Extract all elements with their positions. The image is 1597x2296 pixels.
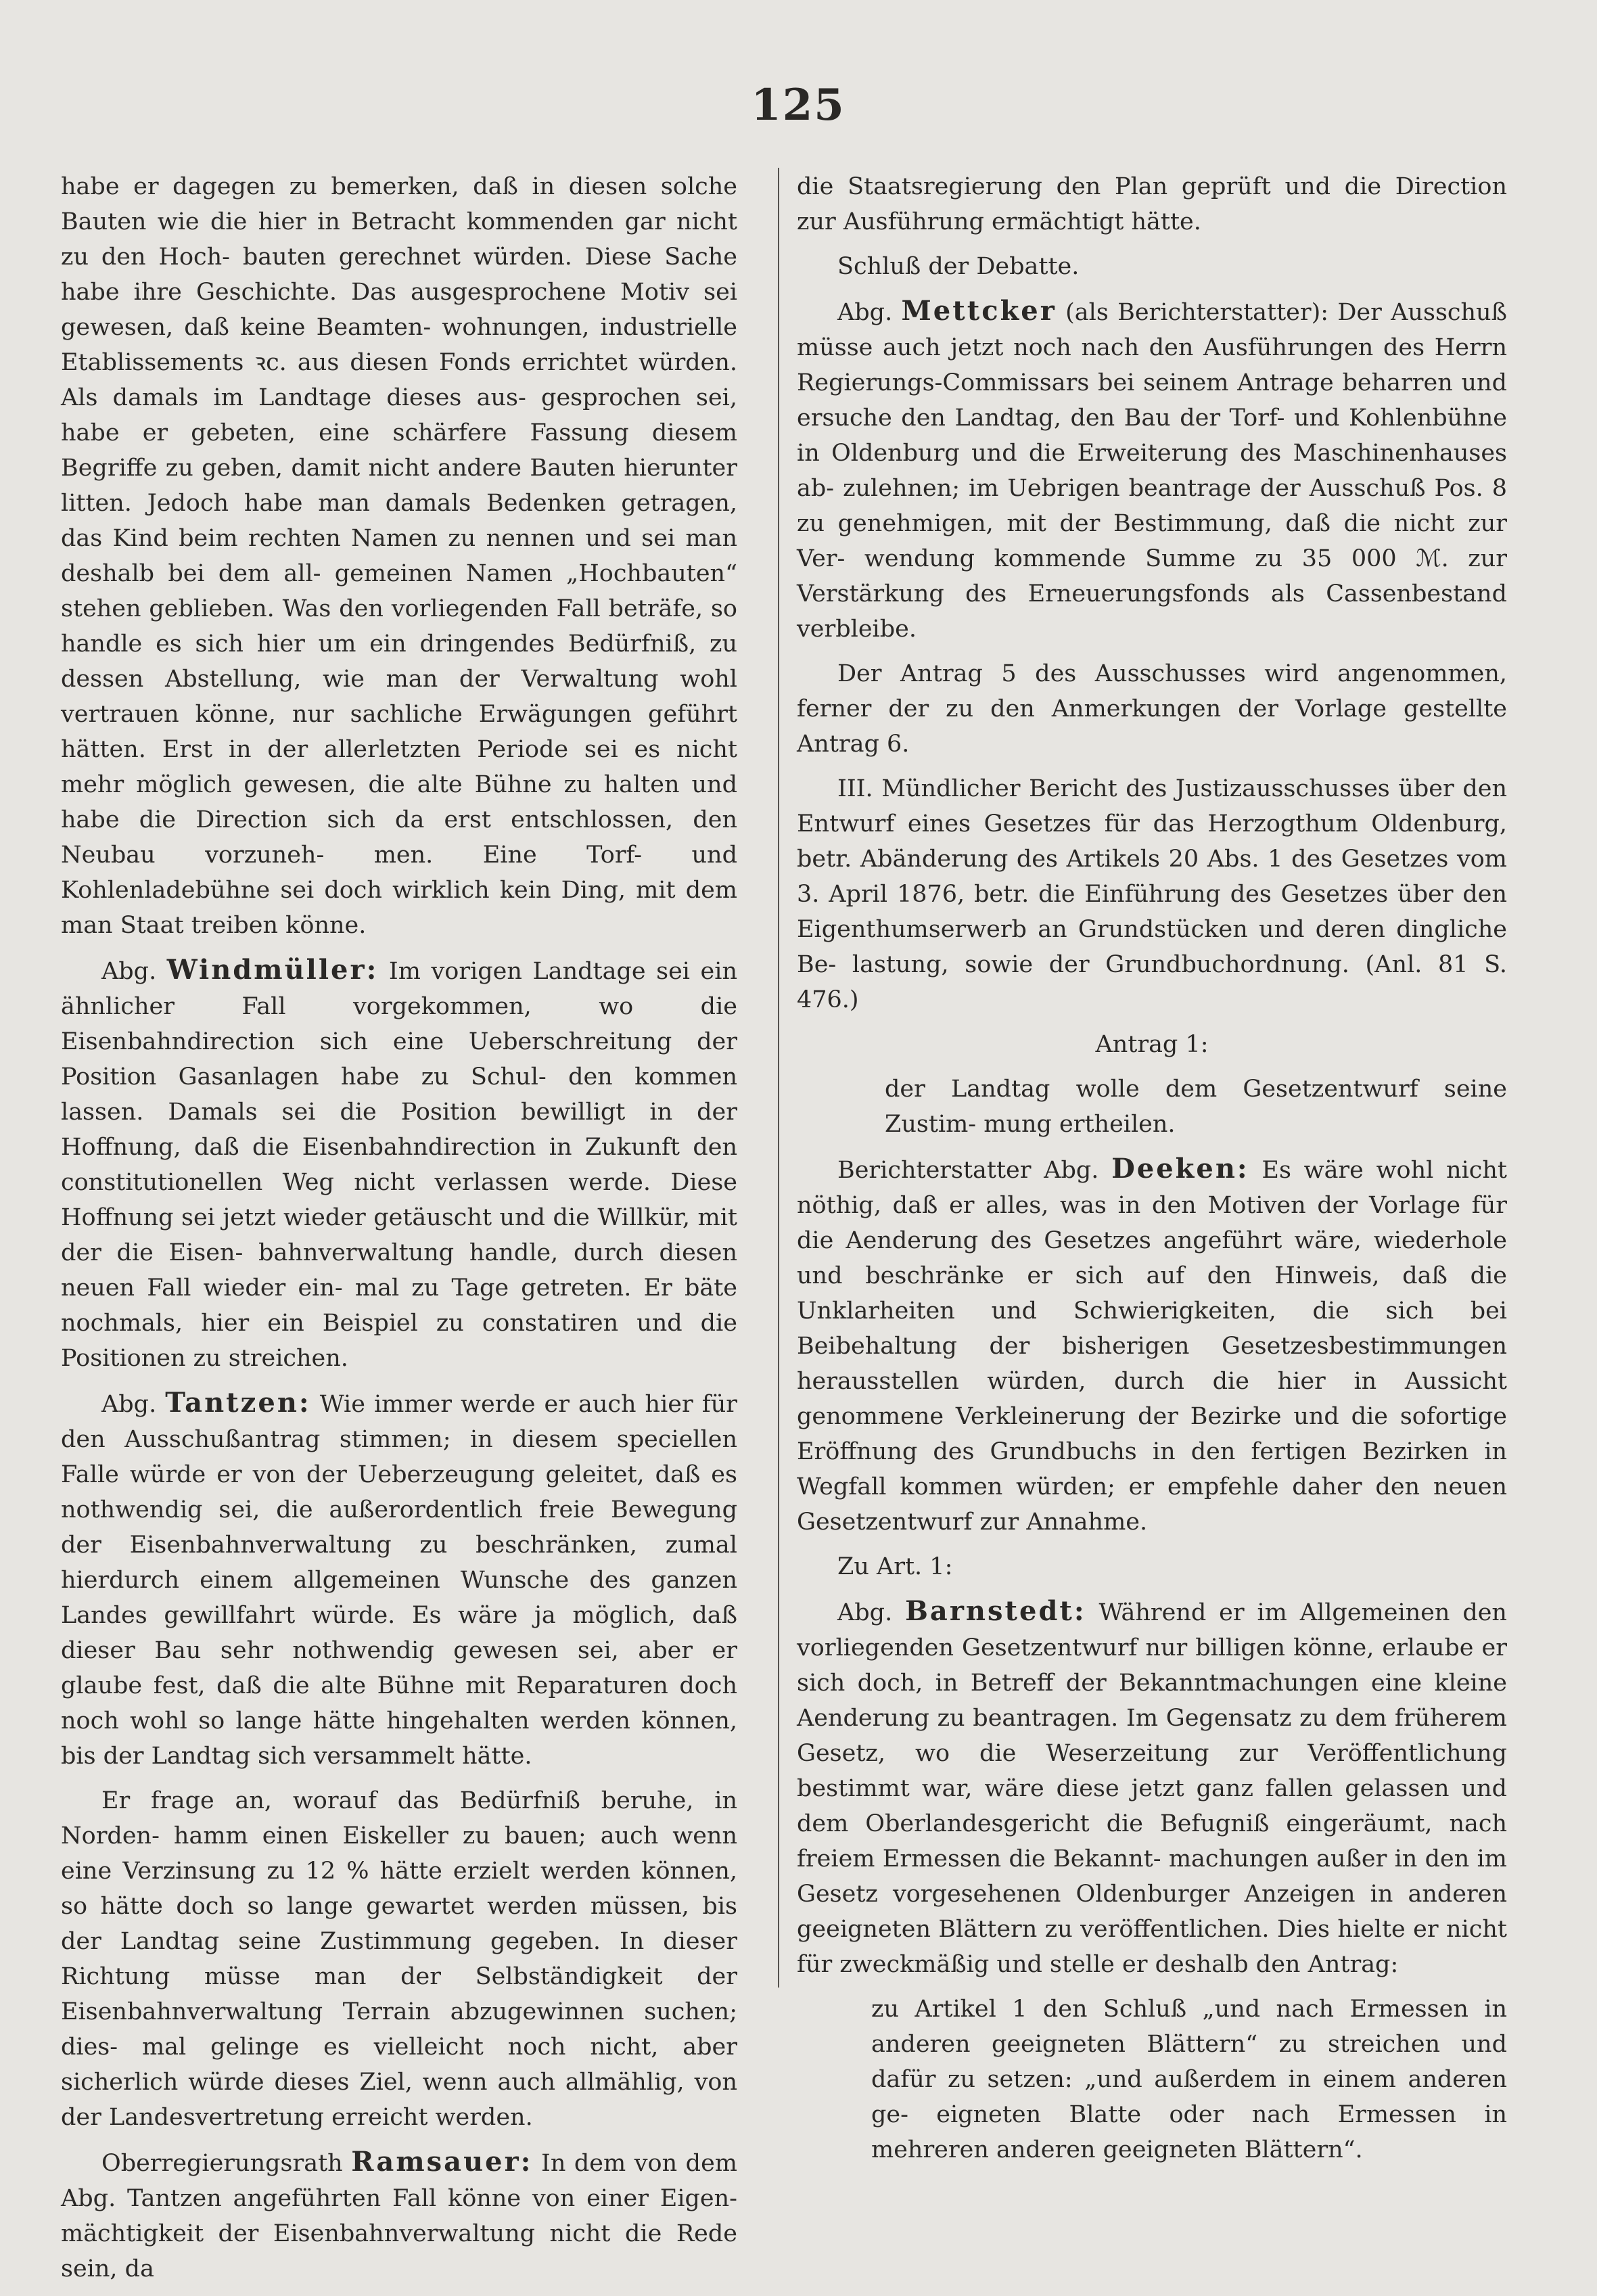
paragraph: Er frage an, worauf das Bedürfniß beruhe, in Norden- hamm einen Eiskeller zu bauen; auch wenn eine Verzinsung zu 12 % hätte erzielt werden können, so hätte doch so lange gewartet werden müssen, bis der Landtag seine Zustimmung gegeben. In dieser Richtung müsse man der Selbständigkeit der Eisenbahnverwaltung Terrain abzugewinnen suchen; dies- mal gelinge es vielleicht noch nicht, aber sicherlich würde dieses Ziel, wenn auch allmählig, von der Landesvertretung erreicht werden. — [61, 1787, 737, 2131]
antrag-text: der Landtag wolle dem Gesetzentwurf seine Zustim- mung ertheilen. — [885, 1076, 1507, 1138]
speech-text: Im vorigen Landtage sei ein ähnlicher Fall vorgekommen, wo die Eisenbahndirection sich eine Ueberschreitung der Position Gasanlagen habe zu Schul- den kommen lassen. Damals sei die Position bewilligt in der Hoffnung, daß die Eisenbahndirection in Zukunft den constitutionellen Weg nicht verlassen werde. Diese Hoffnung sei jetzt wieder getäuscht und die Willkür, mit der die Eisen- bahnverwaltung handle, durch diesen neuen Fall wieder ein- mal zu Tage getreten. Er bäte nochmals, hier ein Beispiel zu constatiren und die Positionen zu streichen. — [61, 958, 737, 1372]
speech-text: Wie immer werde er auch hier für den Ausschußantrag stimmen; in diesem speciellen Falle würde er von der Ueberzeugung geleitet, daß es nothwendig sei, die außerordentlich freie Bewegung der Eisenbahnverwaltung zu beschränken, zumal hierdurch einem allgemeinen Wunsche des ganzen Landes gewillfahrt würde. Es wäre ja möglich, daß dieser Bau sehr nothwendig gewesen sei, aber er glaube fest, daß die alte Bühne mit Reparaturen doch noch wohl so lange hätte hingehalten werden können, bis der Landtag sich versammelt hätte. — [61, 1391, 737, 1770]
right-column — [797, 169, 1507, 2177]
paragraph: die Staatsregierung den Plan geprüft und die Direction zur Ausführung ermächtigt hätte. — [797, 173, 1507, 235]
speaker-name: Windmüller: — [166, 954, 379, 986]
speaker-name: Deeken: — [1111, 1153, 1249, 1185]
antrag-heading: Antrag 1: — [1095, 1031, 1209, 1058]
speech-text: (als Berichterstatter): Der Ausschuß müsse auch jetzt noch nach den Ausführungen des Herrn Regierungs-Commissars bei seinem Antrage beharren und ersuche den Landtag, den Bau der Torf- und Kohlenbühne in Oldenburg und die Erweiterung des Maschinenhauses ab- zulehnen; im Uebrigen beantrage der Ausschuß Pos. 8 zu genehmigen, mit der Bestimmung, daß die nicht zur Ver- wendung kommende Summe zu 35 000 ℳ. zur Verstärkung des Erneuerungsfonds als Cassenbestand verbleibe. — [797, 299, 1507, 643]
speaker-prefix: Abg. — [101, 1391, 157, 1418]
speaker-name: Mettcker — [901, 295, 1057, 327]
speech-text: In dem von dem Abg. Tantzen angeführten Fall könne von einer Eigen- mächtigkeit der Eisenbahnverwaltung nicht die Rede sein, da — [61, 2150, 737, 2282]
speaker-prefix: Abg. — [837, 1599, 893, 1626]
paragraph: Zu Art. 1: — [837, 1553, 953, 1580]
left-column — [61, 169, 737, 2296]
speaker-name: Barnstedt: — [905, 1595, 1086, 1627]
paragraph-deeken — [797, 1151, 1507, 1540]
speech-text: Es wäre wohl nicht nöthig, daß er alles, was in den Motiven der Vorlage für die Aenderung des Gesetzes angeführt wäre, wiederhole und beschränke er sich auf den Hinweis, daß die Unklarheiten und Schwierigkeiten, die sich bei Beibehaltung der bisherigen Gesetzesbestimmungen herausstellen würden, durch die hier in Aussicht genommene Verkleinerung der Bezirke und die sofortige Eröffnung des Grundbuchs in den fertigen Bezirken in Wegfall kommen würden; er empfehle daher den neuen Gesetzentwurf zur Annahme. — [797, 1157, 1507, 1536]
paragraph-barnstedt — [797, 1594, 1507, 1982]
speaker-name: Tantzen: — [165, 1387, 311, 1419]
speaker-name: Ramsauer: — [351, 2146, 533, 2178]
paragraph-tantzen — [61, 1385, 737, 1774]
paragraph-section-iii: III. Mündlicher Bericht des Justizausschusses über den Entwurf eines Gesetzes für das Herzogthum Oldenburg, betr. Abänderung des Artikels 20 Abs. 1 des Gesetzes vom 3. April 1876, betr. die Einführung des Gesetzes über den Eigenthumserwerb an Grundstücken und deren dingliche Be- lastung, sowie der Grundbuchordnung. (Anl. 81 S. 476.) — [797, 775, 1507, 1013]
speaker-prefix: Abg. — [837, 299, 893, 326]
speaker-prefix: Berichterstatter Abg. — [837, 1157, 1099, 1184]
paragraph-windmueller — [61, 952, 737, 1376]
paragraph: Schluß der Debatte. — [837, 253, 1080, 280]
speaker-prefix: Oberregierungsrath — [101, 2150, 343, 2177]
paragraph: Der Antrag 5 des Ausschusses wird angenommen, ferner der zu den Anmerkungen der Vorlage gestellte Antrag 6. — [797, 660, 1507, 758]
proposal-quote: zu Artikel 1 den Schluß „und nach Ermessen in anderen geeigneten Blättern“ zu streichen und dafür zu setzen: „und außerdem in einem anderen ge- eigneten Blatte oder nach Ermessen in mehreren anderen geeigneten Blättern“. — [871, 1996, 1507, 2163]
page-number: 125 — [751, 80, 846, 131]
speaker-prefix: Abg. — [101, 958, 157, 985]
paragraph-ramsauer — [61, 2144, 737, 2287]
paragraph-mettcker — [797, 294, 1507, 647]
speech-text: Während er im Allgemeinen den vorliegenden Gesetzentwurf nur billigen könne, erlaube er sich doch, in Betreff der Bekanntmachungen eine kleine Aenderung zu beantragen. Im Gegensatz zu dem früherem Gesetz, wo die Weserzeitung zur Veröffentlichung bestimmt war, wäre diese jetzt ganz fallen gelassen und dem Oberlandesgericht die Befugniß eingeräumt, nach freiem Ermessen die Bekannt- machungen außer in den im Gesetz vorgesehenen Oldenburger Anzeigen in anderen geeigneten Blättern zu veröffentlichen. Dies hielte er nicht für zweckmäßig und stelle er deshalb den Antrag: — [797, 1599, 1507, 1978]
paragraph: habe er dagegen zu bemerken, daß in diesen solche Bauten wie die hier in Betracht kommenden gar nicht zu den Hoch- bauten gerechnet würden. Diese Sache habe ihre Geschichte. Das ausgesprochene Motiv sei gewesen, daß keine Beamten- wohnungen, industrielle Etablissements ꝛc. aus diesen Fonds errichtet würden. Als damals im Landtage dieses aus- gesprochen sei, habe er gebeten, eine schärfere Fassung diesem Begriffe zu geben, damit nicht andere Bauten hierunter litten. Jedoch habe man damals Bedenken getragen, das Kind beim rechten Namen zu nennen und sei man deshalb bei dem all- gemeinen Namen „Hochbauten“ stehen geblieben. Was den vorliegenden Fall beträfe, so handle es sich hier um ein dringendes Bedürfniß, zu dessen Abstellung, wie man der Verwaltung wohl vertrauen könne, nur sachliche Erwägungen geführt hätten. Erst in der allerletzten Periode sei es nicht mehr möglich gewesen, die alte Bühne zu halten und habe die Direction sich da erst entschlossen, den Neubau vorzuneh- men. Eine Torf- und Kohlenladebühne sei doch wirklich kein Ding, mit dem man Staat treiben könne. — [61, 173, 737, 939]
column-divider — [778, 168, 779, 1988]
